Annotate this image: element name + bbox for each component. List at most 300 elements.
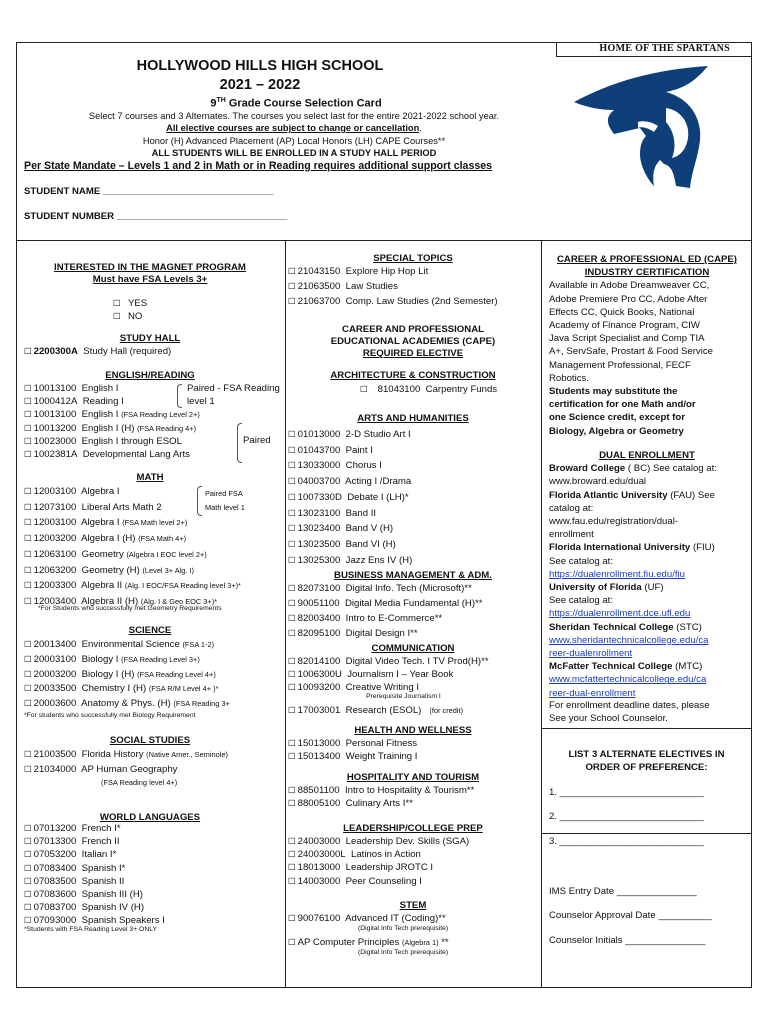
course-option[interactable] (288, 655, 489, 669)
arts-heading: ARTS AND HUMANITIES (357, 413, 469, 424)
stem-note-1: (Digital Info Tech prerequisite) (358, 925, 449, 932)
checkbox-icon: ☐ (24, 596, 32, 607)
magnet-no-option[interactable]: ☐ NO (113, 311, 143, 322)
course-code: 07093000 (33, 915, 77, 927)
course-option[interactable] (288, 554, 412, 568)
course-option[interactable] (24, 848, 116, 862)
course-name: French I* (81, 823, 121, 834)
course-option[interactable] (24, 682, 218, 696)
course-option[interactable]: ☐ 17003001 Research (ESOL) (for credit) (288, 705, 464, 716)
course-code: 07013300 (33, 836, 77, 848)
course-option[interactable] (288, 522, 393, 536)
study-hall-course[interactable]: ☐ 2200300A Study Hall (required) (24, 346, 172, 357)
course-name: Leadership JROTC I (345, 862, 434, 874)
course-name: English I (H) (81, 422, 135, 434)
course-name: Geometry (81, 548, 124, 560)
school-name: HOLLYWOOD HILLS HIGH SCHOOL (136, 58, 384, 74)
course-code: 1006300U (297, 669, 342, 681)
course-option[interactable] (24, 382, 118, 396)
course-code: 10013100 (33, 409, 77, 421)
broward-url: www.broward.edu/dual (549, 476, 647, 488)
course-name: French II (81, 836, 120, 848)
course-code: 1000412A (33, 396, 78, 408)
architecture-heading: ARCHITECTURE & CONSTRUCTION (330, 370, 496, 381)
tagline-box-bottom (556, 56, 752, 57)
stem-note-2: (Digital Info Tech prerequisite) (358, 949, 449, 956)
course-prerequisite-note: (FSA Reading Level 3+) (121, 654, 200, 664)
course-name: Algebra II (H) (81, 595, 139, 607)
course-name: Band VI (H) (345, 538, 396, 550)
counselor-approval-field[interactable]: Counselor Approval Date __________ (549, 910, 712, 921)
checkbox-icon: ☐ (24, 450, 32, 460)
course-option[interactable] (24, 697, 230, 711)
course-option[interactable] (288, 784, 474, 798)
course-name: Spanish I* (81, 862, 126, 874)
cape-cert-line: Academy of Finance Program, CIW (549, 320, 700, 332)
course-code: 13025300 (297, 554, 341, 566)
cape-cert-heading-2: INDUSTRY CERTIFICATION (584, 267, 710, 279)
alternate-2-field[interactable]: 2. ___________________________ (549, 811, 704, 822)
course-name: Spanish II (81, 875, 125, 887)
checkbox-icon: ☐ (288, 267, 296, 277)
course-name: Intro to E-Commerce** (345, 613, 443, 624)
stc-link-1[interactable]: www.sheridantechnicalcollege.edu/ca (549, 634, 709, 646)
checkbox-icon: ☐ (288, 863, 296, 874)
checkbox-icon: ☐ (288, 799, 296, 810)
magnet-requirement: Must have FSA Levels 3+ (92, 274, 208, 285)
course-code: 82014100 (297, 656, 341, 667)
checkbox-icon: ☐ (24, 347, 32, 357)
checkbox-icon: ☐ (24, 534, 32, 545)
student-name-field[interactable]: STUDENT NAME ________________________________ (24, 186, 274, 197)
checkbox-icon: ☐ (288, 837, 296, 847)
pair-brace-icon (237, 423, 242, 463)
checkbox-icon: ☐ (288, 614, 296, 624)
course-option[interactable] (288, 428, 411, 442)
course-option[interactable] (288, 265, 428, 279)
pair-brace-icon (197, 486, 202, 516)
cape-cert-line: Available in Adobe Dreamweaver CC, (549, 280, 710, 292)
course-name: Chorus I (345, 460, 382, 472)
course-code: 07083400 (33, 862, 77, 874)
health-heading: HEALTH AND WELLNESS (354, 725, 472, 736)
course-option[interactable] (288, 737, 417, 751)
hospitality-heading: HOSPITALITY AND TOURISM (346, 772, 480, 783)
course-code: 04003700 (297, 476, 341, 488)
course-option[interactable] (24, 501, 162, 515)
course-option[interactable] (24, 668, 216, 682)
science-heading: SCIENCE (128, 625, 172, 636)
course-option[interactable] (288, 444, 373, 458)
course-code: 07013200 (33, 823, 77, 834)
course-option[interactable] (24, 875, 124, 889)
fau-url-2: enrollment (549, 529, 594, 541)
course-name: Intro to Hospitality & Tourism** (344, 785, 475, 796)
checkbox-icon: ☐ (24, 581, 32, 592)
course-name: Peer Counseling I (345, 875, 422, 887)
checkbox-icon: ☐ (24, 850, 32, 861)
col3-divider-a (541, 728, 752, 729)
checkbox-icon: ☐ (24, 384, 32, 394)
course-prerequisite-note: (FSA Reading Level 2+) (121, 410, 200, 420)
cape-cert-line: Java Script Specialist and Comp TIA (549, 333, 705, 345)
stc-entry: Sheridan Technical College (STC) (549, 621, 702, 633)
alternates-heading-1: LIST 3 ALTERNATE ELECTIVES IN (568, 749, 725, 760)
course-code: 82095100 (297, 628, 341, 639)
course-code: 82003400 (297, 613, 341, 624)
course-name: Digital Design I** (345, 628, 418, 639)
course-option[interactable] (288, 491, 409, 505)
checkbox-icon: ☐ (288, 850, 296, 861)
alternate-3-field[interactable]: 3. ___________________________ (549, 836, 704, 847)
course-option[interactable] (24, 579, 241, 593)
math-paired-note-a: Paired FSA (205, 489, 243, 498)
study-hall-heading: STUDY HALL (119, 333, 181, 344)
course-name: Journalism I – Year Book (347, 669, 454, 681)
mtc-entry: McFatter Technical College (MTC) (549, 661, 703, 673)
course-name: English I (81, 409, 119, 421)
checkbox-icon: ☐ (24, 549, 32, 560)
course-option[interactable] (24, 516, 187, 530)
course-name: Chemistry I (H) (81, 683, 147, 695)
course-name: Anatomy & Phys. (H) (81, 698, 171, 710)
course-option[interactable] (24, 532, 186, 546)
science-footnote: *For students who successfully met Biology Requirement (24, 712, 196, 719)
course-option[interactable] (24, 888, 143, 902)
course-option[interactable] (288, 750, 417, 764)
uf-entry: University of Florida (UF) (549, 582, 664, 594)
course-code: 21003500 (33, 749, 77, 760)
checkbox-icon: ☐ (288, 938, 296, 948)
cape-cert-line: A+, ServSafe, Prostart & Food Service (549, 346, 713, 358)
course-code: 12003200 (33, 533, 77, 545)
course-code: 20003600 (33, 698, 77, 710)
course-code: 24003000 (297, 836, 341, 847)
course-option[interactable] (288, 582, 472, 596)
checkbox-icon: ☐ (24, 916, 32, 927)
course-name: Environmental Science (81, 639, 180, 650)
cape-certification-block (549, 253, 745, 438)
course-prerequisite-note: (FSA 1-2) (182, 640, 215, 649)
deadline-note (549, 699, 745, 725)
course-name: Italian I* (81, 849, 117, 861)
ela-paired-note-a: Paired - FSA Reading (187, 383, 280, 394)
checkbox-icon: ☐ (288, 524, 296, 535)
course-option[interactable] (24, 748, 228, 762)
checkbox-icon: ☐ (288, 670, 296, 681)
fiu-link[interactable]: https://dualenrollment.fiu.edu/fiu (549, 568, 685, 580)
cape-substitution-note: Biology, Algebra or Geometry (549, 425, 684, 437)
cape-substitution-note: one Science credit, except for (549, 412, 685, 424)
checkbox-icon: ☐ (288, 430, 296, 440)
world-languages-heading: WORLD LANGUAGES (99, 812, 201, 823)
course-name: Digital Video Tech. I TV Prod(H)** (345, 656, 489, 667)
course-name: Leadership Dev. Skills (SGA) (345, 836, 470, 847)
checkbox-icon: ☐ (24, 876, 32, 887)
course-option[interactable] (24, 448, 190, 462)
architecture-course[interactable]: ☐ 81043100 Carpentry Funds (360, 384, 498, 395)
course-name: Developmental Lang Arts (82, 449, 190, 460)
stem-course-1[interactable]: ☐ 90076100 Advanced IT (Coding)** (288, 913, 446, 924)
course-name: Algebra I (81, 486, 120, 497)
course-code: 1007330D (297, 491, 342, 503)
course-name: Digital Media Fundamental (H)** (344, 598, 483, 609)
alternate-1-field[interactable]: 1. ___________________________ (549, 787, 704, 798)
course-code: 10023000 (33, 435, 77, 447)
course-code: 01043700 (297, 444, 341, 456)
checkbox-icon: ☐ (113, 299, 121, 309)
checkbox-icon: ☐ (288, 461, 296, 472)
course-prerequisite-note: (FSA Reading 3+ (173, 699, 230, 709)
course-option[interactable] (24, 395, 124, 409)
world-languages-footnote: *Students with FSA Reading Level 3+ ONLY (24, 926, 158, 933)
checkbox-icon: ☐ (360, 385, 368, 395)
course-code: 12003300 (33, 580, 77, 592)
course-option[interactable] (288, 797, 413, 811)
course-name: Acting I /Drama (345, 476, 412, 488)
math-footnote: *For Students who successfully met Geometry Requirements (38, 605, 222, 612)
checkbox-icon: ☐ (24, 863, 32, 874)
checkbox-icon: ☐ (288, 539, 296, 550)
course-code: 10013100 (33, 383, 77, 394)
checkbox-icon: ☐ (288, 706, 296, 716)
course-prerequisite-note: (Alg. I & Geo EOC 3+)* (140, 596, 218, 606)
course-code: 12003100 (33, 517, 77, 529)
tagline-box-left (556, 42, 557, 56)
course-code: 10093200 (297, 682, 341, 694)
cape-cert-heading-1: CAREER & PROFESSIONAL ED (CAPE) (557, 254, 737, 265)
course-option[interactable] (24, 435, 182, 449)
business-heading: BUSINESS MANAGEMENT & ADM. (334, 570, 492, 581)
mtc-link-2[interactable]: reer-dual-enrollment (549, 687, 636, 699)
course-name: Comp. Law Studies (2nd Semester) (345, 296, 498, 307)
course-code: 07083500 (33, 875, 77, 887)
checkbox-icon: ☐ (288, 683, 296, 694)
dual-enrollment-heading: DUAL ENROLLMENT (599, 450, 695, 461)
course-option[interactable] (24, 763, 177, 777)
counselor-initials-field[interactable]: Counselor Initials _______________ (549, 935, 706, 946)
course-code: 14003000 (297, 875, 341, 887)
cape-heading-3: REQUIRED ELECTIVE (362, 348, 464, 359)
course-prerequisite-note: (FSA Reading 4+) (137, 423, 197, 433)
course-option[interactable] (24, 564, 194, 578)
course-code: 12063200 (33, 564, 77, 576)
course-code: 10013200 (33, 422, 77, 434)
checkbox-icon: ☐ (24, 502, 32, 513)
math-heading: MATH (136, 472, 164, 483)
course-option[interactable] (24, 638, 214, 652)
course-prerequisite-note: (Algebra I EOC level 2+) (126, 549, 207, 559)
course-code: 07083700 (33, 902, 77, 914)
course-option[interactable] (288, 612, 442, 626)
checkbox-icon: ☐ (288, 508, 296, 519)
checkbox-icon: ☐ (288, 492, 296, 503)
course-code: 20013400 (33, 639, 77, 650)
course-name: Debate I (LH)* (347, 491, 409, 503)
checkbox-icon: ☐ (288, 914, 296, 924)
course-name: Algebra II (81, 580, 123, 592)
checkbox-icon: ☐ (24, 436, 32, 447)
course-code: 12003400 (33, 595, 77, 607)
course-option[interactable] (24, 485, 120, 499)
course-option[interactable] (24, 653, 200, 667)
course-code: 18013000 (297, 862, 341, 874)
card-title: 9TH Grade Course Selection Card (210, 97, 382, 110)
checkbox-icon: ☐ (24, 750, 32, 760)
course-code: 07053200 (33, 849, 77, 861)
leadership-heading: LEADERSHIP/COLLEGE PREP (343, 823, 483, 834)
course-name: Latinos in Action (351, 849, 421, 861)
ela-paired-note-b: level 1 (187, 396, 215, 407)
course-option[interactable] (288, 597, 483, 611)
math-paired-note-b: Math level 1 (205, 503, 245, 512)
checkbox-icon: ☐ (24, 518, 32, 529)
course-option[interactable] (288, 475, 411, 489)
broward-college: Broward College ( BC) See catalog at: (549, 463, 717, 475)
stem-course-2[interactable]: ☐ AP Computer Principles (Algebra 1) ** (288, 937, 449, 948)
course-option[interactable] (288, 295, 498, 309)
fau-url-1: www.fau.edu/registration/dual- (549, 516, 679, 528)
course-option[interactable] (288, 861, 433, 875)
course-prerequisite-note: (Native Amer., Seminole) (146, 750, 228, 759)
mtc-link-1[interactable]: www.mcfattertechnicalcollege.edu/ca (549, 674, 707, 686)
course-option[interactable] (288, 627, 418, 641)
course-prerequisite-note: (FSA Reading Level 4+) (137, 669, 216, 679)
course-name: Weight Training I (345, 751, 418, 763)
checkbox-icon: ☐ (24, 397, 32, 408)
checkbox-icon: ☐ (288, 445, 296, 456)
course-option[interactable] (288, 848, 421, 862)
column-divider-1 (285, 240, 286, 988)
checkbox-icon: ☐ (288, 752, 296, 763)
course-code: 21034000 (33, 764, 77, 775)
ela-paired-note-2: Paired (243, 435, 271, 446)
checkbox-icon: ☐ (288, 657, 296, 667)
checkbox-icon: ☐ (113, 312, 121, 322)
course-option[interactable] (24, 862, 125, 876)
course-name: 2-D Studio Art I (345, 429, 411, 440)
course-code: 12003100 (33, 486, 77, 497)
checkbox-icon: ☐ (24, 837, 32, 848)
course-name: Florida History (81, 749, 144, 760)
course-name: Spanish IV (H) (81, 902, 145, 914)
course-code: 88005100 (297, 798, 341, 810)
course-name: Reading I (82, 396, 124, 408)
dual-enrollment-block (549, 449, 745, 700)
pair-brace-icon (177, 384, 182, 408)
course-code: 15013400 (297, 751, 341, 763)
alternates-heading-2: ORDER OF PREFERENCE: (585, 762, 708, 773)
course-option[interactable] (24, 822, 121, 836)
student-number-field[interactable]: STUDENT NUMBER ________________________________ (24, 211, 288, 222)
course-prerequisite-note: (FSA Math 4+) (138, 534, 187, 544)
school-tagline: HOME OF THE SPARTANS (599, 43, 730, 54)
course-option[interactable] (24, 835, 120, 849)
checkbox-icon: ☐ (288, 282, 296, 292)
course-name: Explore Hip Hop Lit (345, 266, 429, 277)
course-code: 90051100 (297, 598, 340, 609)
course-name: Biology I (H) (81, 668, 135, 680)
checkbox-icon: ☐ (24, 423, 32, 434)
checkbox-icon: ☐ (288, 599, 296, 609)
course-option[interactable] (288, 875, 422, 889)
course-code: 13023100 (297, 507, 341, 519)
course-name: Culinary Arts I** (345, 798, 413, 810)
course-name: Spanish Speakers I (81, 915, 165, 927)
course-option[interactable] (288, 538, 396, 552)
checkbox-icon: ☐ (24, 654, 32, 665)
cape-cert-line: Robotics. (549, 372, 589, 384)
checkbox-icon: ☐ (288, 629, 296, 639)
course-prerequisite-note: (FSA Math level 2+) (122, 518, 188, 528)
cape-heading-2: EDUCATIONAL ACADEMIES (CAPE) (330, 336, 496, 347)
course-name: Algebra I (81, 517, 120, 529)
special-topics-heading: SPECIAL TOPICS (373, 253, 453, 264)
fau-entry: Florida Atlantic University (FAU) See (549, 489, 715, 501)
course-name: Liberal Arts Math 2 (81, 501, 162, 513)
ims-entry-date-field[interactable]: IMS Entry Date _______________ (549, 886, 697, 897)
course-prerequisite-note: (Level 3+ Alg. I) (142, 565, 194, 575)
course-name: English I through ESOL (81, 435, 182, 447)
deadline-line-1: For enrollment deadline dates, please (549, 700, 710, 711)
cape-cert-line: Effects CC, Quick Books, National (549, 306, 695, 318)
stc-link-2[interactable]: reer-dualenrollment (549, 648, 633, 660)
course-name: Spanish III (H) (81, 889, 143, 900)
course-option[interactable] (288, 668, 453, 682)
course-name: Jazz Ens IV (H) (345, 554, 413, 566)
school-year: 2021 – 2022 (219, 77, 301, 93)
course-option[interactable] (24, 408, 200, 422)
fau-catalog: catalog at: (549, 502, 594, 514)
checkbox-icon: ☐ (288, 876, 296, 887)
course-name: Band II (345, 507, 377, 519)
checkbox-icon: ☐ (288, 555, 296, 566)
deadline-line-2: See your School Counselor. (549, 713, 668, 725)
course-option[interactable] (288, 459, 382, 473)
course-name: Algebra I (H) (81, 533, 136, 545)
course-option[interactable] (24, 548, 207, 562)
course-code: 01013000 (297, 429, 341, 440)
course-name: Creative Writing I (345, 682, 420, 694)
course-code: 21063500 (297, 281, 341, 292)
instruction-elective-change: All elective courses are subject to change or cancellation. (166, 123, 422, 133)
course-code: 13023400 (297, 523, 341, 535)
course-option[interactable] (288, 280, 398, 294)
course-option[interactable] (24, 422, 196, 436)
course-prerequisite-note: (Alg. I EOC/FSA Reading level 3+)* (124, 581, 241, 591)
magnet-yes-option[interactable]: ☐ YES (113, 298, 148, 309)
cape-cert-line: Management Professional, FECF (549, 359, 691, 371)
uf-link[interactable]: https://dualenrollment.dce.ufl.edu (549, 608, 691, 620)
course-prerequisite-note: (FSA R/M Level 4+ )* (148, 684, 219, 694)
social-studies-note: (FSA Reading level 4+) (101, 778, 178, 787)
course-name: English I (81, 383, 119, 394)
course-code: 20003200 (33, 668, 77, 680)
fiu-entry: Florida International University (FIU) (549, 542, 715, 554)
course-option[interactable] (288, 835, 469, 849)
course-code: 1002381A (33, 449, 78, 460)
course-option[interactable] (24, 901, 144, 915)
stem-heading: STEM (399, 900, 427, 911)
course-name: Band V (H) (345, 523, 394, 535)
magnet-heading: INTERESTED IN THE MAGNET PROGRAM (54, 262, 246, 273)
cape-cert-line: Adobe Premiere Pro CC, Adobe After (549, 293, 708, 305)
instruction-select: Select 7 courses and 3 Alternates. The courses you select last for the entire 2021-2022 school year. (88, 111, 500, 121)
course-name: Geometry (H) (81, 564, 140, 576)
course-name: Digital Info. Tech (Microsoft)** (345, 583, 472, 594)
fiu-catalog: See catalog at: (549, 555, 614, 567)
course-option[interactable] (288, 507, 376, 521)
